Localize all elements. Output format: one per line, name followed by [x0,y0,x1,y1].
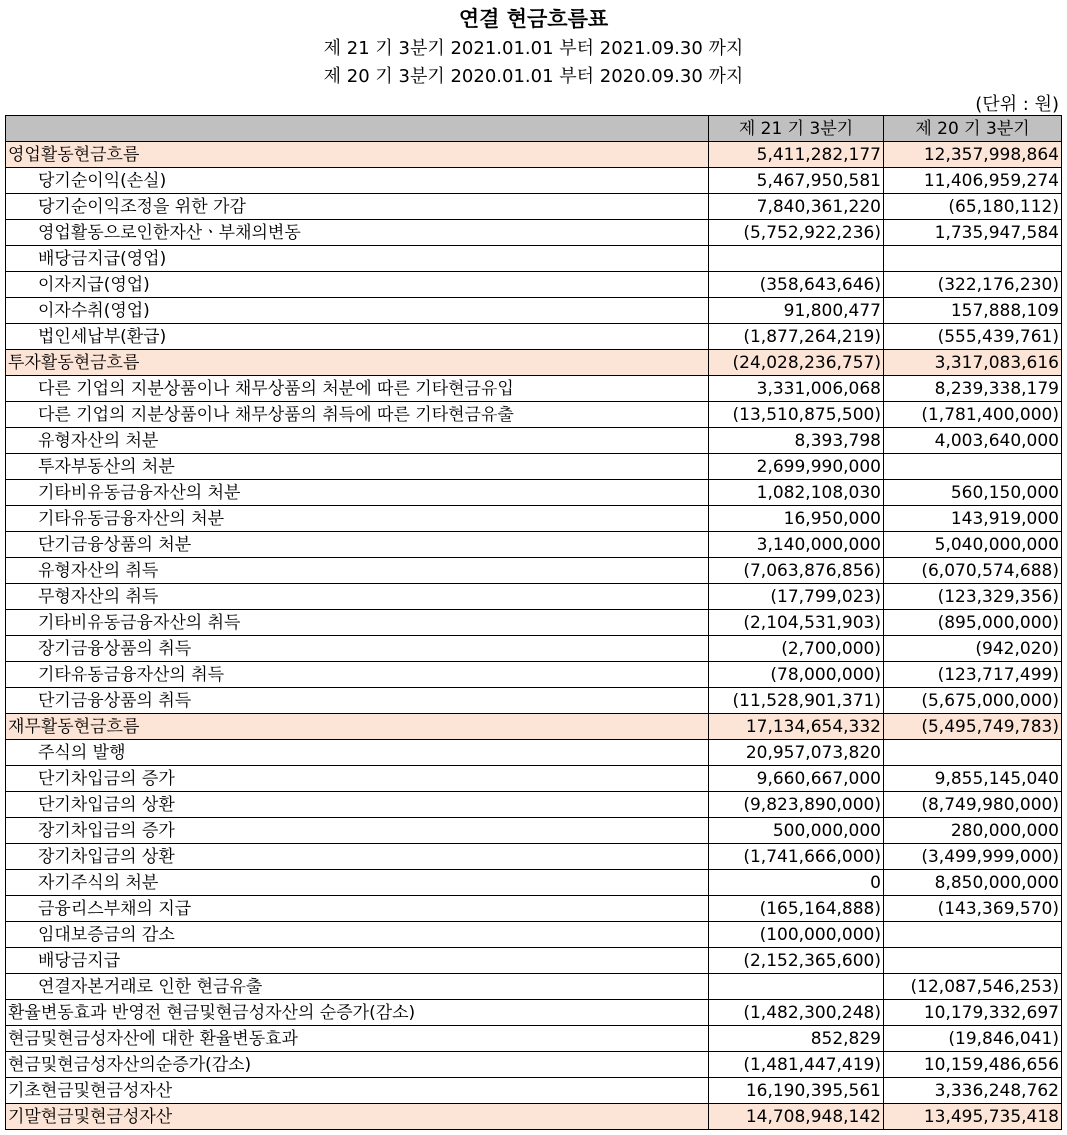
table-row [6,194,1062,220]
prior-period-value: (143,369,570) [884,896,1062,922]
table-row [6,220,1062,246]
table-row [6,922,1062,948]
prior-period-value: 4,003,640,000 [884,428,1062,454]
current-period-value [709,246,884,272]
row-label: 당기순이익(손실) [6,168,709,194]
prior-period-value: 10,159,486,656 [884,1052,1062,1078]
row-label: 기타유동금융자산의 처분 [6,506,709,532]
current-period-value: 500,000,000 [709,818,884,844]
prior-period-value: 11,406,959,274 [884,168,1062,194]
row-label: 자기주식의 처분 [6,870,709,896]
row-label: 기타비유동금융자산의 취득 [6,610,709,636]
prior-period-value [884,454,1062,480]
table-row [6,168,1062,194]
period-current: 제 21 기 3분기 2021.01.01 부터 2021.09.30 까지 [323,38,744,59]
prior-period-value: 8,239,338,179 [884,376,1062,402]
current-period-value: (78,000,000) [709,662,884,688]
unit-label: (단위 : 원) [975,94,1059,115]
row-label: 무형자산의 취득 [6,584,709,610]
current-period-value: (17,799,023) [709,584,884,610]
row-label: 배당금지급 [6,948,709,974]
row-label: 주식의 발행 [6,740,709,766]
current-period-value: (13,510,875,500) [709,402,884,428]
table-row [6,636,1062,662]
prior-period-value: 157,888,109 [884,298,1062,324]
row-label: 다른 기업의 지분상품이나 채무상품의 처분에 따른 기타현금유입 [6,376,709,402]
table-row [6,610,1062,636]
prior-period-value: (895,000,000) [884,610,1062,636]
table-row [6,298,1062,324]
table-row [6,1000,1062,1026]
prior-period-value: 5,040,000,000 [884,532,1062,558]
prior-period-value: (942,020) [884,636,1062,662]
table-header-row [6,116,1062,142]
current-period-value: 8,393,798 [709,428,884,454]
row-label: 단기차입금의 상환 [6,792,709,818]
table-row [6,948,1062,974]
current-period-value: 7,840,361,220 [709,194,884,220]
header-label [6,116,709,142]
prior-period-value [884,246,1062,272]
table-row [6,844,1062,870]
current-period-value: (2,152,365,600) [709,948,884,974]
prior-period-value: (322,176,230) [884,272,1062,298]
current-period-value: (2,104,531,903) [709,610,884,636]
table-row-section-total [6,350,1062,376]
current-period-value: 852,829 [709,1026,884,1052]
current-period-value: (5,752,922,236) [709,220,884,246]
prior-period-value: (555,439,761) [884,324,1062,350]
table-row-section-total [6,1104,1062,1130]
row-label: 투자부동산의 처분 [6,454,709,480]
header-prior-period: 제 20 기 3분기 [884,116,1062,142]
prior-period-value: (19,846,041) [884,1026,1062,1052]
current-period-value: 16,190,395,561 [709,1078,884,1104]
row-label: 단기금융상품의 처분 [6,532,709,558]
current-period-value: 17,134,654,332 [709,714,884,740]
row-label: 단기금융상품의 취득 [6,688,709,714]
row-label: 이자지급(영업) [6,272,709,298]
row-label: 장기차입금의 상환 [6,844,709,870]
period-prior: 제 20 기 3분기 2020.01.01 부터 2020.09.30 까지 [323,66,744,87]
prior-period-value: (12,087,546,253) [884,974,1062,1000]
statement-title: 연결 현금흐름표 [458,7,609,31]
prior-period-value: (123,329,356) [884,584,1062,610]
row-label: 현금및현금성자산의순증가(감소) [6,1052,709,1078]
table-row [6,740,1062,766]
row-label: 금융리스부채의 지급 [6,896,709,922]
current-period-value: (1,741,666,000) [709,844,884,870]
row-label: 기타비유동금융자산의 처분 [6,480,709,506]
row-label: 영업활동으로인한자산ㆍ부채의변동 [6,220,709,246]
table-row-section-total [6,142,1062,168]
row-label: 기타유동금융자산의 취득 [6,662,709,688]
table-row [6,662,1062,688]
current-period-value: 9,660,667,000 [709,766,884,792]
prior-period-value: (8,749,980,000) [884,792,1062,818]
table-row [6,584,1062,610]
prior-period-value: 280,000,000 [884,818,1062,844]
prior-period-value: 13,495,735,418 [884,1104,1062,1130]
prior-period-value: 1,735,947,584 [884,220,1062,246]
current-period-value: 5,411,282,177 [709,142,884,168]
prior-period-value: (5,675,000,000) [884,688,1062,714]
row-label: 현금및현금성자산에 대한 환율변동효과 [6,1026,709,1052]
table-row [6,506,1062,532]
prior-period-value: (6,070,574,688) [884,558,1062,584]
current-period-value: 91,800,477 [709,298,884,324]
prior-period-value: (5,495,749,783) [884,714,1062,740]
current-period-value: (7,063,876,856) [709,558,884,584]
table-row [6,402,1062,428]
current-period-value: (1,481,447,419) [709,1052,884,1078]
table-row [6,1078,1062,1104]
current-period-value: 14,708,948,142 [709,1104,884,1130]
row-label: 재무활동현금흐름 [6,714,709,740]
cash-flow-table [5,115,1062,1130]
current-period-value: (358,643,646) [709,272,884,298]
current-period-value [709,974,884,1000]
prior-period-value [884,948,1062,974]
prior-period-value: (65,180,112) [884,194,1062,220]
table-row [6,532,1062,558]
current-period-value: (11,528,901,371) [709,688,884,714]
current-period-value: (1,482,300,248) [709,1000,884,1026]
current-period-value: (9,823,890,000) [709,792,884,818]
prior-period-value: 560,150,000 [884,480,1062,506]
row-label: 법인세납부(환급) [6,324,709,350]
table-row-section-total [6,714,1062,740]
row-label: 유형자산의 취득 [6,558,709,584]
prior-period-value: (1,781,400,000) [884,402,1062,428]
current-period-value: 1,082,108,030 [709,480,884,506]
row-label: 기말현금및현금성자산 [6,1104,709,1130]
table-row [6,246,1062,272]
table-row [6,870,1062,896]
prior-period-value: 143,919,000 [884,506,1062,532]
row-label: 단기차입금의 증가 [6,766,709,792]
table-row [6,558,1062,584]
table-row [6,896,1062,922]
table-row [6,272,1062,298]
table-row [6,1052,1062,1078]
table-row [6,480,1062,506]
row-label: 당기순이익조정을 위한 가감 [6,194,709,220]
table-row [6,1026,1062,1052]
table-row [6,428,1062,454]
prior-period-value: 12,357,998,864 [884,142,1062,168]
table-row [6,376,1062,402]
table-row [6,688,1062,714]
row-label: 유형자산의 처분 [6,428,709,454]
table-row [6,974,1062,1000]
prior-period-value: (3,499,999,000) [884,844,1062,870]
row-label: 연결자본거래로 인한 현금유출 [6,974,709,1000]
row-label: 영업활동현금흐름 [6,142,709,168]
current-period-value: 5,467,950,581 [709,168,884,194]
row-label: 이자수취(영업) [6,298,709,324]
current-period-value: 20,957,073,820 [709,740,884,766]
table-row [6,792,1062,818]
prior-period-value: 3,317,083,616 [884,350,1062,376]
prior-period-value: (123,717,499) [884,662,1062,688]
current-period-value: (24,028,236,757) [709,350,884,376]
row-label: 장기금융상품의 취득 [6,636,709,662]
row-label: 다른 기업의 지분상품이나 채무상품의 취득에 따른 기타현금유출 [6,402,709,428]
table-row [6,454,1062,480]
table-row [6,324,1062,350]
row-label: 배당금지급(영업) [6,246,709,272]
row-label: 임대보증금의 감소 [6,922,709,948]
header-current-period: 제 21 기 3분기 [709,116,884,142]
table-row [6,818,1062,844]
prior-period-value: 10,179,332,697 [884,1000,1062,1026]
prior-period-value: 9,855,145,040 [884,766,1062,792]
row-label: 환율변동효과 반영전 현금및현금성자산의 순증가(감소) [6,1000,709,1026]
current-period-value: (2,700,000) [709,636,884,662]
current-period-value: 2,699,990,000 [709,454,884,480]
prior-period-value [884,740,1062,766]
row-label: 장기차입금의 증가 [6,818,709,844]
row-label: 기초현금및현금성자산 [6,1078,709,1104]
current-period-value: 3,331,006,068 [709,376,884,402]
current-period-value: (1,877,264,219) [709,324,884,350]
row-label: 투자활동현금흐름 [6,350,709,376]
prior-period-value: 8,850,000,000 [884,870,1062,896]
current-period-value: 3,140,000,000 [709,532,884,558]
current-period-value: 16,950,000 [709,506,884,532]
prior-period-value [884,922,1062,948]
current-period-value: 0 [709,870,884,896]
table-row [6,766,1062,792]
prior-period-value: 3,336,248,762 [884,1078,1062,1104]
current-period-value: (165,164,888) [709,896,884,922]
current-period-value: (100,000,000) [709,922,884,948]
